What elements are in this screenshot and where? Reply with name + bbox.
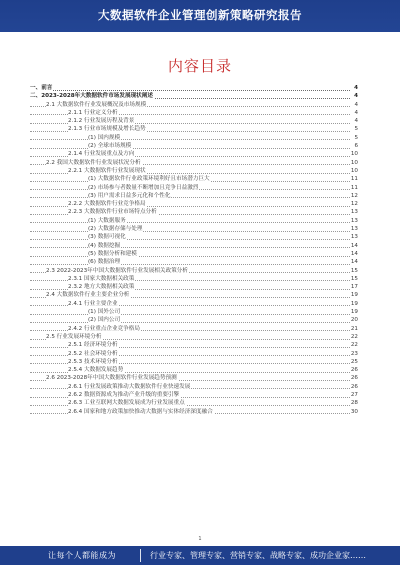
toc-entry-title: (3) 用户需求日益多元化和个性化 [88,192,171,199]
toc-entry-page: 4 [350,101,358,109]
report-title: 大数据软件企业管理创新策略研究报告 [98,8,302,22]
toc-entry-title: 2.6.1 行业发展政策推动大数据软件行业快速发展 [68,383,191,390]
toc-entry-page: 30 [350,408,358,415]
toc-entry-page: 10 [350,167,358,174]
toc-entry-page: 11 [350,176,358,183]
toc-entry[interactable] [30,267,358,275]
toc-leader-dots [30,247,352,248]
toc-entry-page: 4 [350,117,358,125]
toc-entry-title: (6) 数据治理 [88,259,121,266]
toc-entry-page: 27 [350,391,358,398]
toc-entry-title: (2) 大数据存储与处理 [88,226,143,233]
toc-leader-dots [30,264,352,265]
toc-entry-title: 2.5.1 经济环境分析 [68,342,118,349]
toc-entry-title: (5) 数据分析和建模 [88,250,137,257]
toc-entry[interactable] [30,150,358,158]
toc-entry[interactable] [30,200,358,208]
toc-entry-title: 2.1.2 行业发展历程及背景 [68,118,135,125]
footer-bar [0,546,400,565]
toc-entry-title: 2.6.2 数据资源成为推动产业升级的重要引擎 [68,391,180,398]
toc-entry-page: 5 [350,125,358,133]
toc-heading: 内容目录 [167,57,232,75]
toc-entry-title: 2.4.1 行业主要企业 [68,300,118,307]
toc-entry-page: 10 [350,159,358,166]
toc-entry-page: 19 [350,309,358,316]
toc-entry-page: 11 [350,184,358,191]
toc-entry-page: 4 [350,92,358,100]
toc-entry-title: (1) 大数据服务 [88,217,126,224]
toc-entry-title: 2.3.2 地方大数据相关政策 [68,284,135,291]
toc-entry[interactable] [30,134,358,142]
toc-entry-page: 14 [350,242,358,249]
toc-entry[interactable] [30,316,358,324]
toc-entry[interactable] [30,125,358,133]
toc-entry-page: 6 [350,142,358,150]
toc-entry[interactable] [30,225,358,233]
toc-entry-title: 2.4 大数据软件行业主要企业分析 [46,292,130,299]
toc-entry-page: 21 [350,325,358,332]
toc-entry-page: 15 [350,275,358,282]
toc-entry-title: 2.5.4 大数据发展趋势 [68,367,124,374]
toc-entry-title: (2) 市场参与者数量不断增加且竞争日益激烈 [88,184,199,191]
toc-leader-dots [30,90,352,91]
toc-entry-title: (3) 数据可视化 [88,234,126,241]
toc-entry-page: 13 [350,217,358,224]
toc-entry-title: (2) 国内公司 [88,317,121,324]
page-number: 1 [198,536,202,542]
footer-slogan-right: 行业专家、管理专家、营销专家、战略专家、成功企业家…… [150,551,366,560]
toc-entry-page: 4 [350,84,358,92]
toc-entry[interactable] [30,242,358,250]
toc-entry-title: 2.1.1 行业定义分析 [68,109,118,116]
toc-entry-title: (2) 全球市场规模 [88,143,132,150]
toc-leader-dots [30,222,352,223]
toc-entry-page: 22 [350,342,358,349]
toc-entry-title: (4) 数据挖掘 [88,242,121,249]
toc-entry-title: (1) 大数据软件行业政策环境利好且市场潜力巨大 [88,176,210,183]
toc-entry-page: 28 [350,400,358,407]
toc-entry[interactable] [30,142,358,150]
toc-entry-title: 2.2.2 大数据软件行业竞争格局 [68,201,146,208]
toc-entry-page: 14 [350,250,358,257]
toc-entry[interactable] [30,366,358,374]
toc-entry-title: 一、前言 [30,85,53,91]
toc-entry[interactable] [30,250,358,258]
toc-entry[interactable] [30,192,358,200]
toc-entry-page: 13 [350,226,358,233]
toc-entry[interactable] [30,275,358,283]
toc-entry-page: 15 [350,267,358,274]
table-of-contents [30,84,358,416]
toc-entry-title: 2.4.2 行业重点企业竞争格局 [68,325,140,332]
toc-entry[interactable] [30,291,358,299]
toc-entry[interactable] [30,408,358,416]
toc-entry-title: 2.2 我国大数据软件行业发展状况分析 [46,159,141,166]
toc-entry[interactable] [30,109,358,117]
toc-entry-title: 二、2023-2028年大数据软件市场发展现状阐述 [30,93,153,100]
toc-entry-page: 4 [350,109,358,117]
toc-entry-title: (1) 国外公司 [88,309,121,316]
toc-entry[interactable] [30,258,358,266]
toc-leader-dots [30,256,352,257]
toc-entry[interactable] [30,308,358,316]
toc-entry[interactable] [30,283,358,291]
toc-entry[interactable] [30,399,358,407]
toc-entry-title: 2.3 2022-2023年中国大数据软件行业发展相关政策分析 [46,267,188,274]
toc-entry-title: 2.1.4 行业发展重点及方向 [68,151,135,158]
toc-entry-page: 12 [350,201,358,208]
toc-entry-page: 20 [350,317,358,324]
toc-entry[interactable] [30,92,358,100]
toc-entry-page: 25 [350,358,358,365]
toc-entry[interactable] [30,208,358,216]
toc-entry-title: 2.1.3 行业市场规模及增长趋势 [68,126,146,133]
toc-entry[interactable] [30,325,358,333]
toc-entry-page: 14 [350,259,358,266]
toc-entry-title: 2.3.1 国家大数据相关政策 [68,275,135,282]
toc-entry[interactable] [30,184,358,192]
toc-entry-page: 13 [350,209,358,216]
toc-leader-dots [30,314,352,315]
toc-entry[interactable] [30,391,358,399]
toc-entry[interactable] [30,175,358,183]
toc-entry-page: 26 [350,383,358,390]
toc-entry[interactable] [30,374,358,382]
toc-entry-page: 26 [350,375,358,382]
toc-entry[interactable] [30,358,358,366]
footer-slogan-left: 让每个人都能成为 [48,551,116,560]
report-header-bar [0,0,400,32]
toc-entry[interactable] [30,167,358,175]
toc-leader-dots [30,322,352,323]
toc-entry[interactable] [30,101,358,109]
toc-entry-title: 2.2.1 大数据软件行业发展现状 [68,167,146,174]
toc-entry-page: 22 [350,333,358,340]
toc-entry-title: 2.5 行业发展环境分析 [46,333,102,340]
toc-entry-title: 2.5.2 社会环境分析 [68,350,118,357]
toc-entry-title: 2.6 2023-2028年中国大数据软件行业发展趋势预测 [46,375,177,382]
toc-entry-page: 5 [350,134,358,142]
toc-entry-title: (1) 国内规模 [88,134,121,141]
toc-entry-page: 17 [350,284,358,291]
toc-entry-title: 2.6.4 国家和地方政策加快推动大数据与实体经济深度融合 [68,408,213,415]
toc-leader-dots [30,148,352,149]
footer-divider [140,549,141,562]
toc-entry-page: 10 [350,151,358,158]
toc-entry[interactable] [30,217,358,225]
toc-entry[interactable] [30,300,358,308]
toc-entry[interactable] [30,233,358,241]
toc-entry-page: 12 [350,192,358,199]
toc-leader-dots [30,231,352,232]
toc-entry-page: 19 [350,292,358,299]
toc-entry[interactable] [30,350,358,358]
toc-leader-dots [30,239,352,240]
toc-entry[interactable] [30,383,358,391]
toc-entry[interactable] [30,159,358,167]
toc-entry-title: 2.2.3 大数据软件行业市场特点分析 [68,209,157,216]
toc-entry[interactable] [30,341,358,349]
toc-entry-page: 19 [350,300,358,307]
toc-leader-dots [30,139,352,140]
toc-entry-title: 2.5.3 技术环境分析 [68,358,118,365]
toc-entry[interactable] [30,333,358,341]
toc-entry-page: 13 [350,234,358,241]
toc-entry-page: 26 [350,367,358,374]
toc-leader-dots [30,197,352,198]
toc-entry-title: 2.6.3 工业互联网大数据发展成为行业发展重点 [68,400,185,407]
toc-entry-page: 23 [350,350,358,357]
toc-entry[interactable] [30,117,358,125]
toc-entry-title: 2.1 大数据软件行业发展概况及市场规模 [46,101,147,108]
toc-entry[interactable] [30,84,358,92]
